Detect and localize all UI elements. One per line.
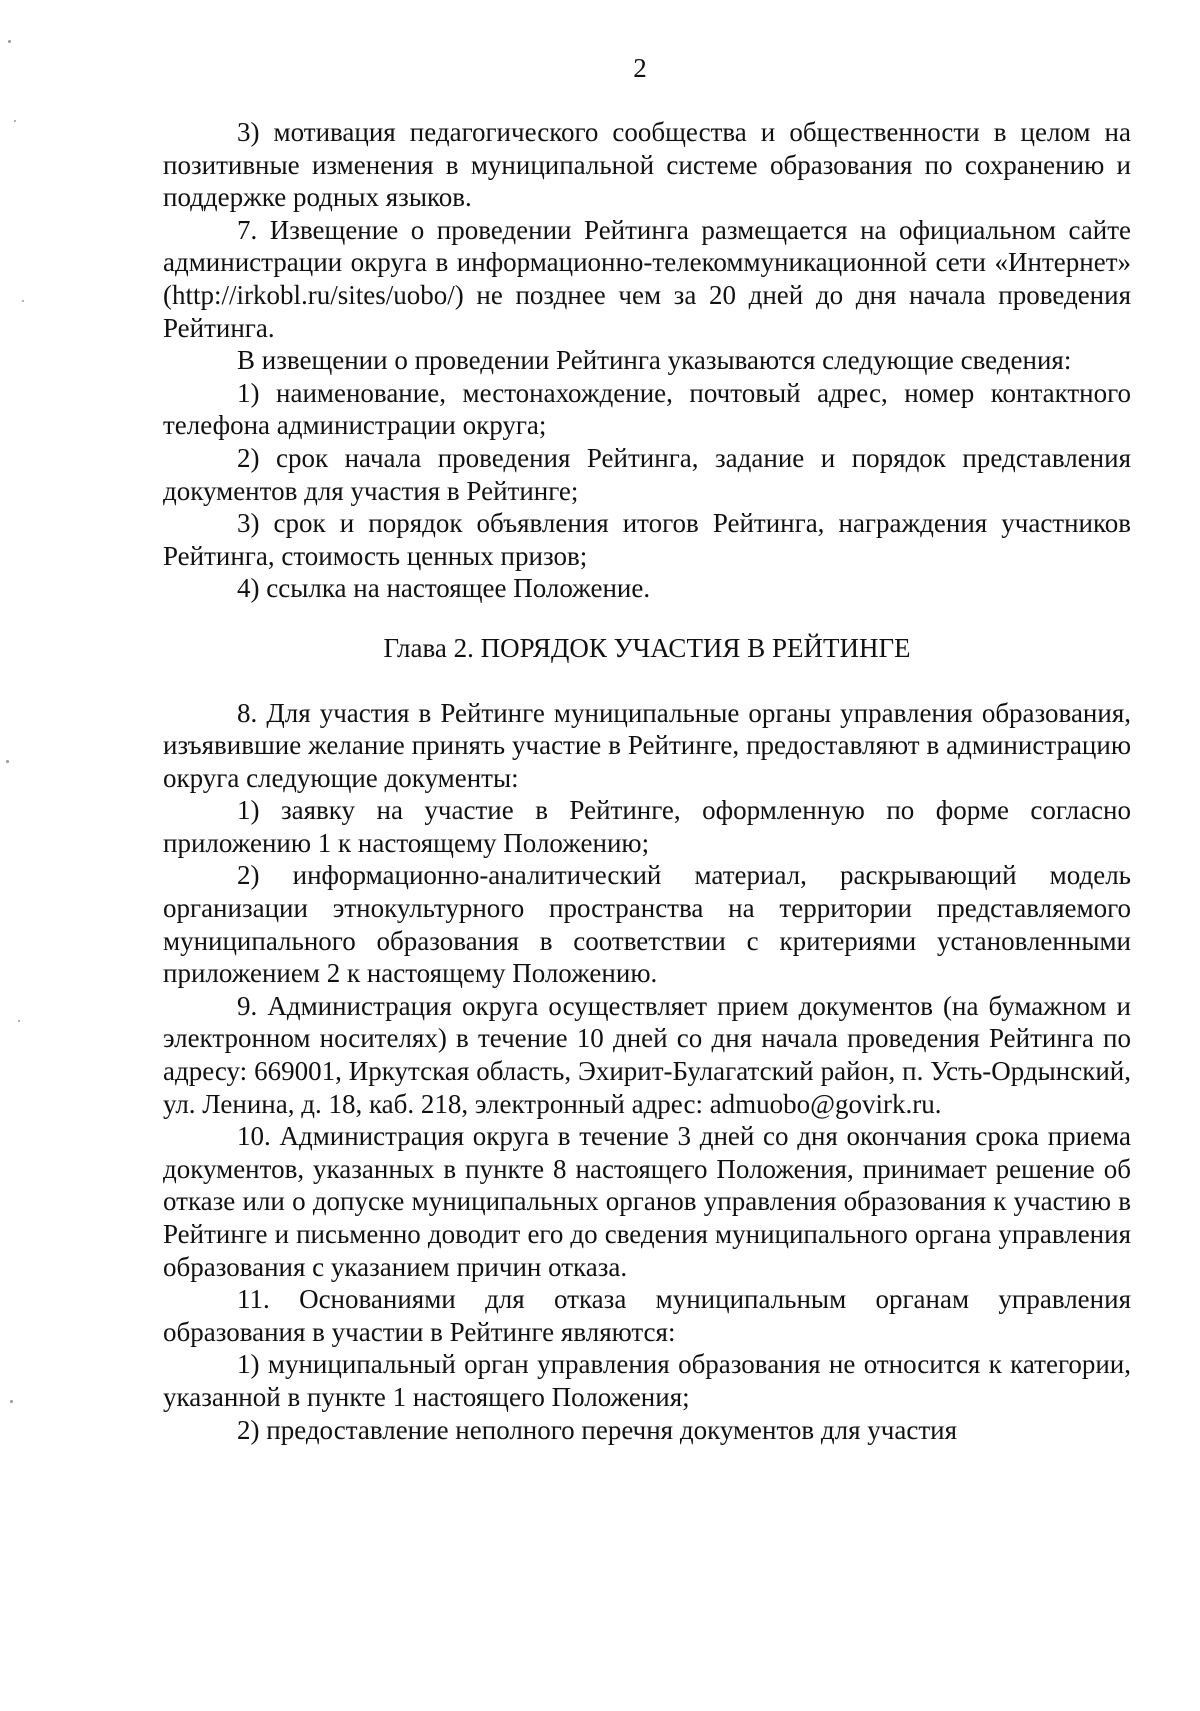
paragraph: 8. Для участия в Рейтинге муниципальные органы управления образования, изъявившие желание принять участие в Рейтинге, предоставляют в администрацию округа следующие документы: (163, 697, 1131, 793)
scan-speck (10, 1400, 13, 1403)
page-number: 2 (633, 53, 647, 83)
scan-speck (8, 40, 11, 43)
list-item: 1) заявку на участие в Рейтинге, оформленную по форме согласно приложению 1 к настоящему Положению; (163, 795, 1131, 858)
list-item: 4) ссылка на настоящее Положение. (237, 573, 651, 604)
chapter-heading: Глава 2. ПОРЯДОК УЧАСТИЯ В РЕЙТИНГЕ (383, 632, 911, 663)
list-item: 3) срок и порядок объявления итогов Рейтинга, награждения участников Рейтинга, стоимость ценных призов; (163, 508, 1131, 571)
paragraph: 10. Администрация округа в течение 3 дней со дня окончания срока приема документов, указанных в пункте 8 настоящего Положения, принимает решение об отказе или о допуске муниципальных органов управления образования к участию в Рейтинге и письменно доводит его до сведения муниципального органа управления образования с указанием причин отказа. (163, 1121, 1131, 1282)
list-item: 1) муниципальный орган управления образования не относится к категории, указанной в пункте 1 настоящего Положения; (163, 1349, 1131, 1412)
scan-speck (22, 300, 24, 302)
paragraph: 11. Основаниями для отказа муниципальным органам управления образования в участии в Рейтинге являются: (163, 1284, 1131, 1347)
paragraph: 7. Извещение о проведении Рейтинга размещается на официальном сайте администрации округа в информационно-телекоммуникационной сети «Интернет» (http://irkobl.ru/sites/uobo/) не позднее чем за 20 дней до дня начала проведения Рейтинга. (163, 214, 1131, 343)
list-item: 2) информационно-аналитический материал, раскрывающий модель организации этнокультурного пространства на территории представляемого муниципального образования в соответствии с критериями установленными приложением 2 к настоящему Положению. (163, 860, 1131, 989)
scan-speck (14, 120, 16, 122)
list-item: 2) срок начала проведения Рейтинга, задание и порядок представления документов для участия в Рейтинге; (163, 442, 1131, 506)
scan-speck (18, 1020, 20, 1022)
document-body (163, 116, 1131, 1446)
paragraph: 9. Администрация округа осуществляет прием документов (на бумажном и электронном носителях) в течение 10 дней со дня начала проведения Рейтинга по адресу: 669001, Иркутская область, Эхирит-Булагатский район, п. Усть-Ордынский, ул. Ленина, д. 18, каб. 218, электронный адрес: admuobo@govirk.ru. (163, 990, 1131, 1119)
paragraph: 3) мотивация педагогического сообщества и общественности в целом на позитивные изменения в муниципальной системе образования по сохранению и поддержке родных языков. (163, 117, 1131, 213)
list-item: 2) предоставление неполного перечня документов для участия (237, 1414, 958, 1445)
scan-speck (6, 760, 9, 763)
list-item: 1) наименование, местонахождение, почтовый адрес, номер контактного телефона администрации округа; (163, 377, 1131, 441)
paragraph: В извещении о проведении Рейтинга указываются следующие сведения: (237, 345, 1072, 376)
